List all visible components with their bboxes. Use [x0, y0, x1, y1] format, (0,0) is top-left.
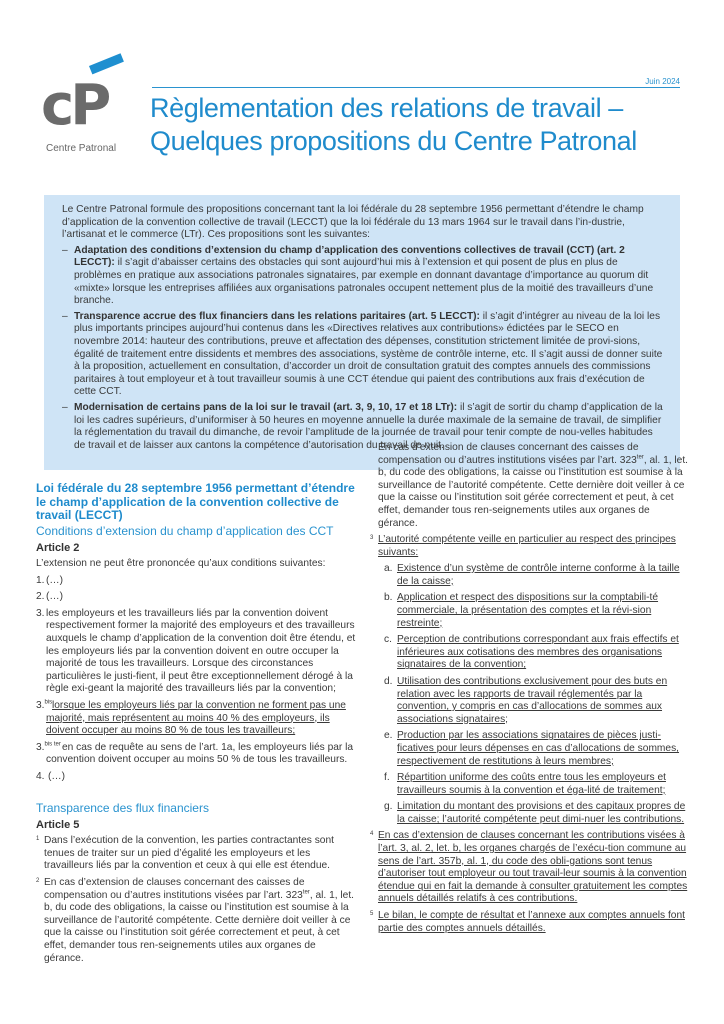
paragraph-number: 1: [36, 836, 40, 843]
summary-item-heading: Transparence accrue des flux financiers dans les relations paritaires (art. 5 LECCT):: [74, 310, 480, 322]
point-text: (…): [46, 574, 63, 586]
summary-item-text: il s’agit d’intégrer au niveau de la loi les plus importants principes aujourd’hui contenus dans les «Directives relatives aux contributions» édictées par le SECO en novembre 2014: hauteur des contributions, preuve et affectation des dépenses, constitution strictement limitée de provi-sions, égalité de traitement entre dissidents et membres des associations, système de contrôle interne, etc. Il s’agit aussi de donner suite à la proposition, actuellement en consultation, d’accorder un droit de consultation gratuit des comptes annuels des commissions paritaires à tout employeur et à tout travailleur soumis à une CCT étendue qui paient des contributions aux frais d’exécution de cette CCT.: [74, 310, 663, 398]
principle-item: [370, 592, 690, 630]
point-number: 3.: [36, 607, 45, 619]
right-column: [370, 442, 690, 939]
point-number: 2.: [36, 591, 45, 603]
paragraph-text: En cas d’extension de clauses concernant les contributions visées à l’art. 3, al. 2, let. b, les organes chargés de l’exécu-tion commune au sens de l’art. 357b, al. 1, du code des obli-gations sont tenus d’autoriser tout employeur ou tout travail-leur soumis à la convention étendue qui en fait la demande à consulter gratuitement les comptes annuels détaillés relatifs à ces contributions.: [378, 830, 688, 905]
point-text: (…): [46, 591, 63, 603]
point-text: en cas de requête au sens de l’art. 1a, les employeurs liés par la convention doivent occuper au moins 50 % de tous les travailleurs.: [46, 741, 354, 766]
summary-item-text: il s’agit de sortir du champ d’application de la loi les cadres supérieurs, d’uniformiser à 50 heures en moyenne annuelle la durée maximale de la semaine de travail, de simplifier la réglementation du travail du dimanche, de revoir l’amplitude de la journée de travail pour tenir compte de nou-velles habitudes de travail et de laisser aux cantons la compétence d’autorisation du travail de nuit.: [74, 401, 663, 451]
principle-item: [370, 563, 690, 588]
paragraph-text-continued: , al. 1, let. b, du code des obligations, la caisse ou l’institution est soumise à la surveillance de l’autorité compétente. Cette dernière doit veiller à ce que la caisse ou l’institution soit gérée correctement et peut, à cet effet, demander tous ren-seignements utiles aux organes de gérance.: [44, 889, 354, 964]
article-paragraph: [370, 910, 690, 935]
article-point: [36, 608, 356, 696]
article-point-3bis: [36, 700, 356, 738]
article-heading: Article 2: [36, 541, 80, 554]
point-number: 3.$^{bis}$: [36, 699, 53, 712]
page-title: [150, 92, 690, 158]
point-superscript: bis ter: [44, 741, 61, 748]
principle-text: Application et respect des dispositions sur la comptabili-té commerciale, la présentation des comptes et la révi-sion restreinte;: [397, 592, 659, 629]
principle-text: Utilisation des contributions exclusivement pour des buts en relation avec les rapports de travail réglementés par la convention, y compris en cas d’allocations de sommes aux associations signataires;: [397, 675, 668, 725]
principle-item: [370, 772, 690, 797]
article-heading: Article 5: [36, 818, 80, 831]
principle-text: Limitation du montant des provisions et des capitaux propres de la caisse; l’autorité compétente peut dimi-nuer les contributions.: [397, 801, 686, 825]
paragraph-number: 5: [370, 911, 374, 918]
principle-text: Perception de contributions correspondant aux frais effectifs et inférieures aux cotisations des membres des organisations signataires de la convention;: [397, 634, 679, 671]
principle-item: [370, 730, 690, 768]
point-superscript: bis: [44, 699, 53, 706]
principle-letter: g.: [384, 801, 393, 813]
section-subtitle: Conditions d’extension du champ d’application des CCT: [36, 523, 334, 538]
left-column: [36, 480, 356, 964]
principle-letter: d.: [384, 675, 393, 687]
publication-date: Juin 2024: [645, 77, 680, 86]
paragraph-superscript: ter: [302, 889, 310, 896]
point-text: lorsque les employeurs liés par la convention ne forment pas une majorité, mais représentent au moins 40 % des employeurs, ils doivent occuper au moins 80 % de tous les travailleurs;: [46, 700, 346, 737]
principle-text: Existence d’un système de contrôle interne conforme à la taille de la caisse;: [397, 563, 680, 587]
law-title: Loi fédérale du 28 septembre 1956 permettant d’étendre le champ d’application de la convention collective de travail (LECCT): [36, 481, 355, 522]
article-point: [36, 575, 356, 588]
paragraph-text: En cas d’extension de clauses concernant des caisses de compensation ou d’autres institutions visées par l’art. 323: [44, 876, 305, 901]
section-subtitle: Transparence des flux financiers: [36, 800, 209, 815]
paragraph-number: 2: [36, 877, 40, 884]
principle-item: [370, 801, 690, 826]
paragraph-2-continued: En cas d’extension de clauses concernant des caisses de compensation ou d’autres institutions visées par l’art. $323^{ter}$, al. 1, let. b, du code des obligations, la caisse ou l’institution est soumise à la surveillance de l’autorité compétente. Cette dernière doit veiller à ce que la caisse ou l’institution soit gérée correctement et peut, à cet effet, demander tous ren-seignements utiles aux organes de gérance.: [378, 442, 688, 529]
article-point: [36, 591, 356, 604]
principle-letter: a.: [384, 563, 393, 575]
summary-item-text: il s’agit d’abaisser certains des obstacles qui sont aujourd’hui mis à l’extension et qui posent de plus en plus de problèmes en pratique aux associations patronales signataires, par exemple en donnant davantage d’importance au quorum dit «mixte» lorsque les entreprises affiliées aux organisations patronales occupent nettement plus de la moitié des travailleurs d’une branche.: [74, 257, 654, 307]
summary-item-heading: Modernisation de certains pans de la loi sur le travail (art. 3, 9, 10, 17 et 18 LTr):: [74, 401, 458, 413]
article-point-3ter: [36, 742, 356, 767]
paragraph-number: 3: [370, 535, 374, 541]
principle-item: [370, 634, 690, 672]
article-point: [36, 771, 356, 784]
logo-letters: cP: [41, 73, 108, 138]
point-number: 1.: [36, 574, 45, 586]
dash: –: [62, 401, 68, 413]
paragraph-text: Dans l’exécution de la convention, les parties contractantes sont tenues de traiter sur un pied d’égalité les employeurs et les travailleurs liés par la convention et ceux à qui elle est étendue.: [44, 835, 334, 872]
article-paragraph: [370, 830, 690, 906]
principle-letter: b.: [384, 592, 393, 604]
principle-text: Production par les associations signataires de pièces justi-ficatives pour leurs dépenses en cas d’allocations de sommes, respectivement de restitutions à leurs membres;: [397, 730, 680, 767]
principle-letter: f.: [384, 772, 390, 784]
point-text: les employeurs et les travailleurs liés par la convention doivent respectivement former la majorité des employeurs et des travailleurs auxquels le champ d’application de la convention doit être étendu, et les employeurs liés par la convention doivent en outre occuper la majorité de tous les travailleurs. Lorsque des circonstances particulières le justi-fient, il peut être exceptionnellement dérogé à la règle exi-geant la majorité des travailleurs liés par la convention;: [46, 607, 356, 695]
dash: –: [62, 244, 68, 256]
logo-accent-bar: [89, 53, 124, 74]
paragraph-number: 4: [370, 831, 374, 838]
summary-box: [44, 195, 680, 470]
article-paragraph: [370, 534, 690, 559]
article-paragraph: [36, 876, 356, 964]
summary-item: [62, 311, 666, 399]
point-text: (…): [48, 771, 65, 782]
dash: –: [62, 310, 68, 322]
principle-letter: e.: [384, 730, 393, 742]
point-number: 4.: [36, 771, 45, 782]
principle-text: Répartition uniforme des coûts entre tous les employeurs et travailleurs soumis à la convention et éga-lité de traitement;: [397, 772, 666, 796]
paragraph-text: Le bilan, le compte de résultat et l’annexe aux comptes annuels font partie des comptes annuels détaillés.: [378, 910, 685, 934]
title-line-1: Règlementation des relations de travail –: [150, 93, 623, 123]
header-divider: [152, 87, 680, 88]
paragraph-continuation: [370, 442, 690, 530]
summary-item-heading: Adaptation des conditions d’extension du champ d’application des conventions collectives de travail (CCT) (art. 2 LECCT):: [74, 244, 625, 269]
centre-patronal-logo: [38, 66, 138, 166]
paragraph-text: L’autorité compétente veille en particulier au respect des principes suivants:: [378, 534, 676, 558]
point-number: 3.$^{bis ter}$: [36, 741, 61, 753]
principle-item: [370, 676, 690, 726]
summary-item: [62, 245, 666, 308]
article-paragraph: [36, 835, 356, 873]
title-line-2: Quelques propositions du Centre Patronal: [150, 126, 637, 156]
summary-intro: Le Centre Patronal formule des propositions concernant tant la loi fédérale du 28 septembre 1956 permettant d’étendre le champ d’application de la convention collective de travail (LECCT) que la loi fédérale du 13 mars 1964 sur le travail dans l’in-dustrie, l’artisanat et le commerce (LTr). Ces propositions sont les suivantes:: [62, 204, 644, 241]
logo-name: Centre Patronal: [46, 143, 117, 154]
principle-letter: c.: [384, 634, 392, 646]
article-intro: L’extension ne peut être prononcée qu’aux conditions suivantes:: [36, 558, 326, 570]
